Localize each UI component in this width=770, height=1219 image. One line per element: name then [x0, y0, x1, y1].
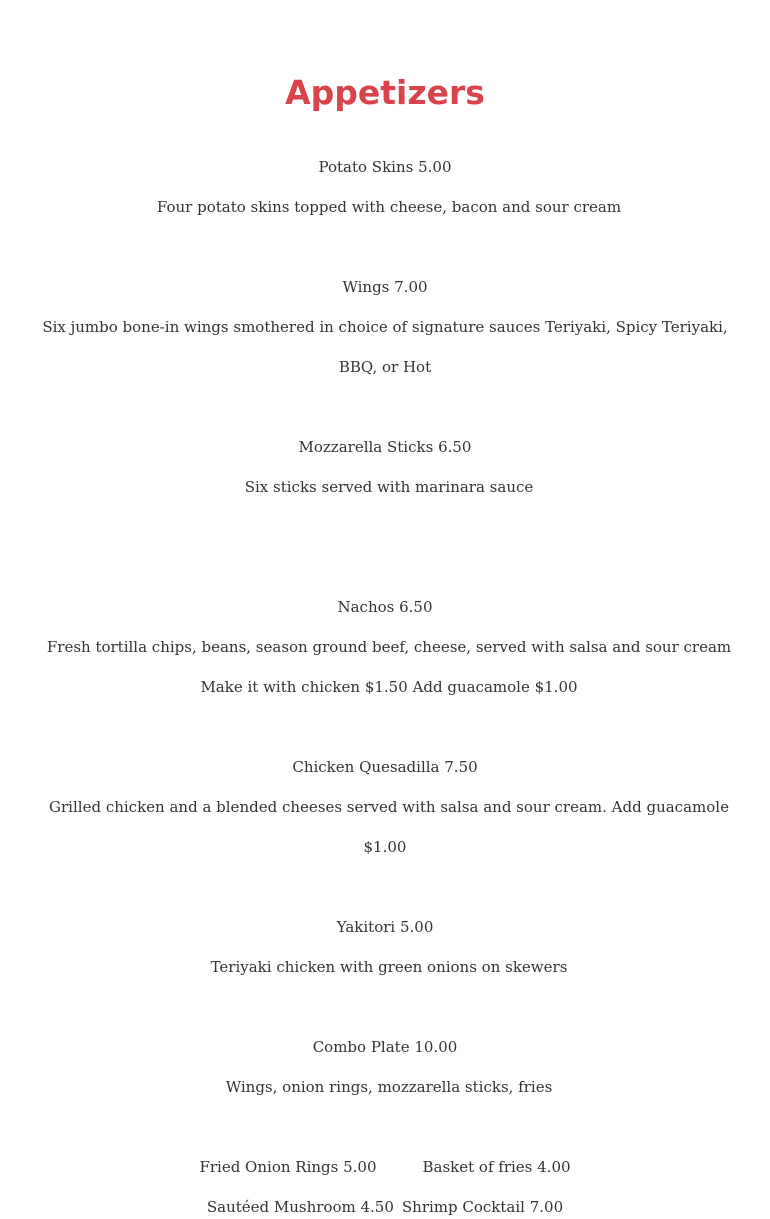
- sides-row: [0, 1197, 770, 1217]
- item-desc-potato-skins: Four potato skins topped with cheese, bacon and sour cream: [156, 198, 622, 216]
- item-title-nachos: Nachos 6.50: [337, 598, 433, 616]
- item-title-wings: Wings 7.00: [342, 278, 428, 296]
- item-desc-chicken-quesadilla-line2: $1.00: [363, 838, 407, 856]
- section-heading: Appetizers: [285, 73, 485, 112]
- item-title-combo-plate: Combo Plate 10.00: [312, 1038, 458, 1056]
- item-desc-nachos-line1: Fresh tortilla chips, beans, season ground beef, cheese, served with salsa and sour cream: [46, 638, 732, 656]
- item-desc-yakitori: Teriyaki chicken with green onions on skewers: [210, 958, 568, 976]
- item-title-chicken-quesadilla: Chicken Quesadilla 7.50: [292, 758, 478, 776]
- side-item-sauteed-mushroom: Sautéed Mushroom 4.50: [206, 1198, 394, 1216]
- item-desc-mozzarella-sticks: Six sticks served with marinara sauce: [244, 478, 534, 496]
- sides-row: [0, 1157, 770, 1177]
- side-item-shrimp-cocktail: Shrimp Cocktail 7.00: [401, 1198, 564, 1216]
- item-desc-nachos-line2: Make it with chicken $1.50 Add guacamole $1.00: [200, 678, 578, 696]
- item-desc-chicken-quesadilla-line1: Grilled chicken and a blended cheeses served with salsa and sour cream. Add guacamole: [49, 798, 729, 816]
- item-title-yakitori: Yakitori 5.00: [336, 918, 434, 936]
- item-title-potato-skins: Potato Skins 5.00: [318, 158, 452, 176]
- side-item-onion-rings: Fried Onion Rings 5.00: [199, 1158, 377, 1176]
- side-item-fries: Basket of fries 4.00: [422, 1158, 571, 1176]
- item-desc-wings-line1: Six jumbo bone-in wings smothered in choice of signature sauces Teriyaki, Spicy Teriyaki,: [42, 318, 728, 336]
- item-desc-combo-plate: Wings, onion rings, mozzarella sticks, fries: [225, 1078, 553, 1096]
- item-title-mozzarella-sticks: Mozzarella Sticks 6.50: [298, 438, 472, 456]
- item-desc-wings-line2: BBQ, or Hot: [338, 358, 432, 376]
